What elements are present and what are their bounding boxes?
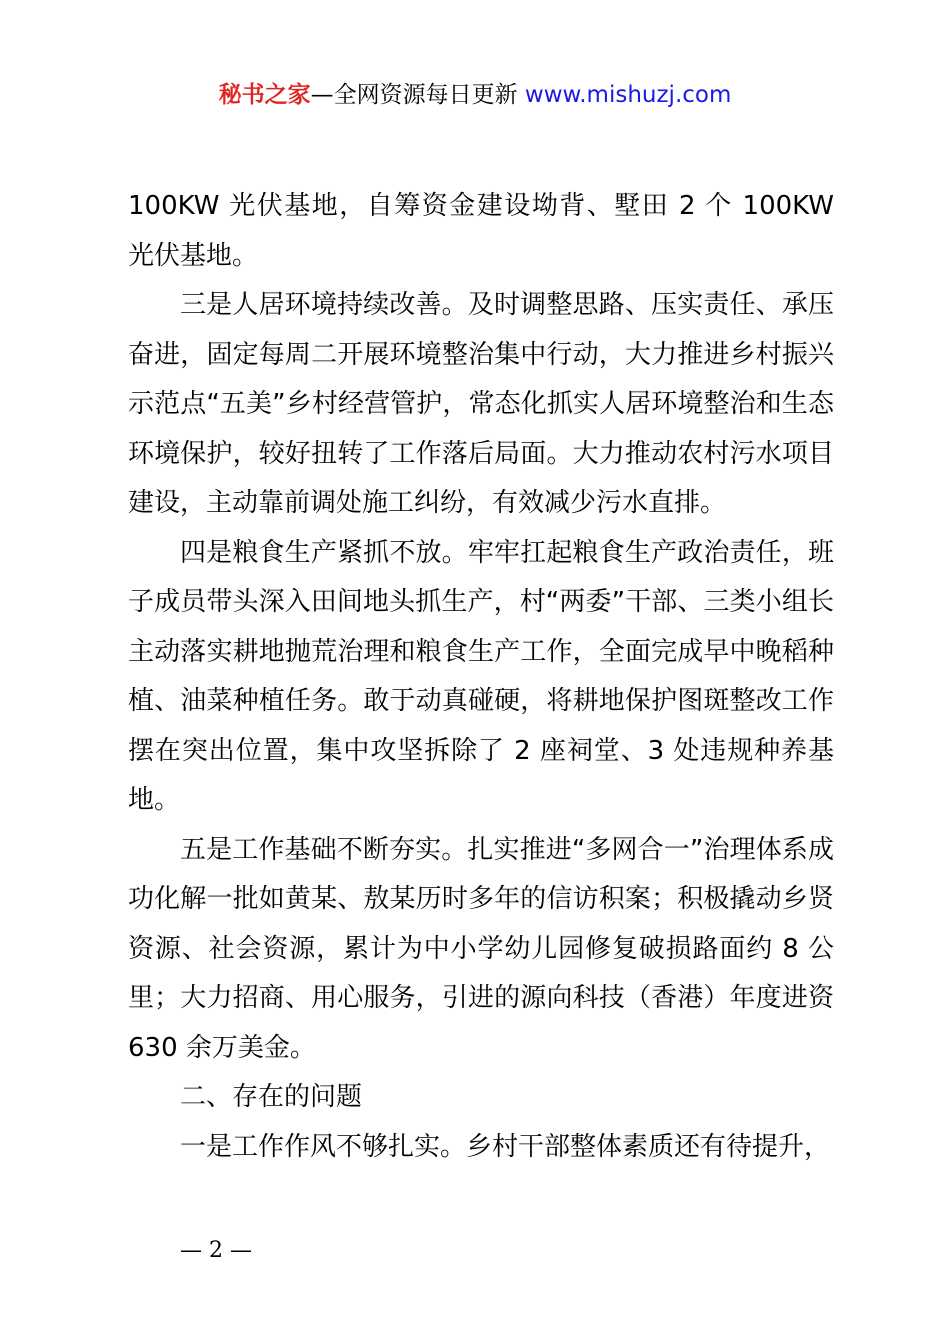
paragraph-work-style: 一是工作作风不够扎实。乡村干部整体素质还有待提升，	[180, 1131, 831, 1162]
paragraph-continuation: 100KW 光伏基地，自筹资金建设坳背、墅田 2 个 100KW 光伏基地。	[128, 191, 834, 271]
site-header	[0, 78, 950, 112]
paragraph-work-foundation: 五是工作基础不断夯实。扎实推进“多网合一”治理体系成功化解一批如黄某、敖某历时多年的信访积案；积极撬动乡贤资源、社会资源，累计为中小学幼儿园修复破损路面约 8 公里；大力招商、用心服务，引进的源向科技（香港）年度进资630 余万美金。	[128, 834, 834, 1063]
brand-name: 秘书之家	[218, 82, 311, 108]
site-url-link[interactable]: www.mishuzj.com	[524, 82, 732, 108]
document-body	[128, 182, 834, 1172]
header-tagline: —全网资源每日更新	[310, 82, 525, 108]
page-number: — 2 —	[180, 1238, 252, 1263]
paragraph-living-environment: 三是人居环境持续改善。及时调整思路、压实责任、承压奋进，固定每周二开展环境整治集中行动，大力推进乡村振兴示范点“五美”乡村经营管护，常态化抓实人居环境整治和生态环境保护，较好扭转了工作落后局面。大力推动农村污水项目建设，主动靠前调处施工纠纷，有效减少污水直排。	[128, 290, 834, 518]
paragraph-grain-production: 四是粮食生产紧抓不放。牢牢扛起粮食生产政治责任，班子成员带头深入田间地头抓生产，村“两委”干部、三类小组长主动落实耕地抛荒治理和粮食生产工作，全面完成早中晚稻种植、油菜种植任务。敢于动真碰硬，将耕地保护图斑整改工作摆在突出位置，集中攻坚拆除了 2 座祠堂、3 处违规种养基地。	[128, 537, 834, 815]
section-heading-problems: 二、存在的问题	[180, 1082, 363, 1112]
